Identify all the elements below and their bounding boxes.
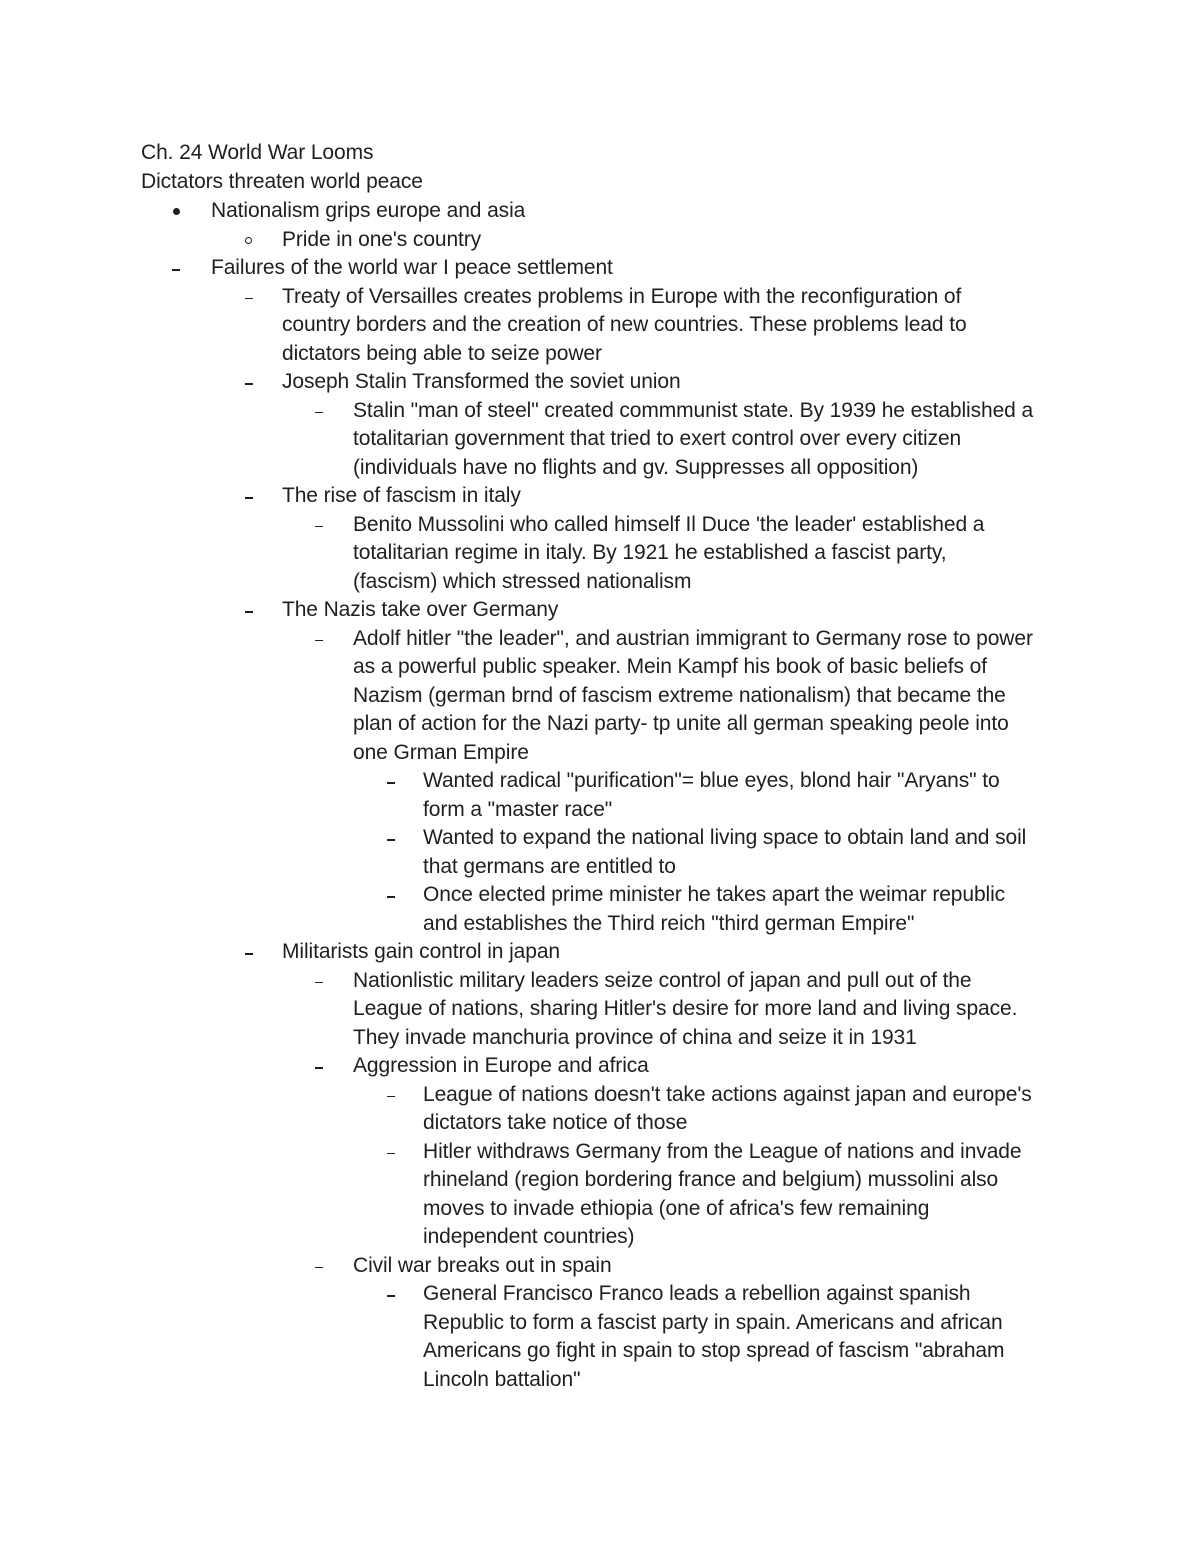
- outline-line-text: Treaty of Versailles creates problems in Europe with the reconfiguration of: [282, 284, 962, 308]
- title-text: Ch. 24 World War Looms: [141, 141, 374, 164]
- outline-line-text: They invade manchuria province of china and seize it in 1931: [353, 1025, 917, 1049]
- outline-line-text: dictators take notice of those: [423, 1111, 688, 1134]
- outline-line-text: Stalin "man of steel" created commmunist state. By 1939 he established a: [353, 398, 1034, 422]
- outline-line-text: independent countries): [423, 1225, 635, 1248]
- outline-line-text: rhineland (region bordering france and belgium) mussolini also: [423, 1168, 999, 1191]
- outline-line-text: form a "master race": [423, 797, 613, 821]
- outline-line-text: Failures of the world war I peace settlement: [211, 256, 613, 279]
- outline-line-text: Militarists gain control in japan: [282, 940, 560, 963]
- outline-line-text: Joseph Stalin Transformed the soviet union: [282, 370, 681, 393]
- outline-line-text: Hitler withdraws Germany from the League of nations and invade: [423, 1139, 1022, 1163]
- outline-line-text: The Nazis take over Germany: [282, 598, 559, 621]
- outline-line-text: totalitarian government that tried to exert control over every citizen: [353, 427, 962, 450]
- outline-line-text: as a powerful public speaker. Mein Kampf his book of basic beliefs of: [353, 655, 987, 678]
- outline-line-text: dictators being able to seize power: [282, 341, 602, 365]
- outline-line-text: Lincoln battalion": [423, 1367, 581, 1391]
- outline-line-text: moves to invade ethiopia (one of africa's few remaining: [423, 1196, 930, 1220]
- outline-line-text: Americans go fight in spain to stop spread of fascism "abraham: [423, 1339, 1005, 1362]
- outline-line-text: League of nations doesn't take actions against japan and europe's: [423, 1082, 1032, 1106]
- outline-line-text: Once elected prime minister he takes apart the weimar republic: [423, 883, 1006, 906]
- outline-line-text: (fascism) which stressed nationalism: [353, 569, 692, 593]
- outline-line-text: Benito Mussolini who called himself Il Duce 'the leader' established a: [353, 512, 985, 536]
- outline-line-text: Republic to form a fascist party in spain. Americans and african: [423, 1310, 1003, 1334]
- outline-line-text: Nationalism grips europe and asia: [211, 199, 526, 222]
- outline-line-text: that germans are entitled to: [423, 854, 676, 878]
- outline-line-text: Pride in one's country: [282, 227, 482, 251]
- outline-line-text: totalitarian regime in italy. By 1921 he established a fascist party,: [353, 541, 947, 564]
- outline-line-text: Nazism (german brnd of fascism extreme nationalism) that became the: [353, 683, 1006, 707]
- outline-line-text: The rise of fascism in italy: [282, 484, 521, 507]
- outline-line-text: Civil war breaks out in spain: [353, 1253, 612, 1277]
- outline-line-text: General Francisco Franco leads a rebellion against spanish: [423, 1282, 971, 1305]
- outline-line-text: Adolf hitler "the leader", and austrian immigrant to Germany rose to power: [353, 626, 1033, 650]
- outline-line-text: Wanted radical "purification"= blue eyes, blond hair "Aryans" to: [423, 769, 1000, 792]
- subtitle-text: Dictators threaten world peace: [141, 170, 423, 193]
- outline-line-text: (individuals have no flights and gv. Suppresses all opposition): [353, 455, 919, 479]
- outline-line-text: Nationlistic military leaders seize control of japan and pull out of the: [353, 968, 972, 992]
- outline-line-text: Aggression in Europe and africa: [353, 1054, 649, 1077]
- outline-line-text: one Grman Empire: [353, 740, 529, 764]
- outline-line-text: League of nations, sharing Hitler's desire for more land and living space.: [353, 997, 1018, 1020]
- outline-line-text: and establishes the Third reich "third german Empire": [423, 911, 915, 935]
- outline-line-text: Wanted to expand the national living space to obtain land and soil: [423, 826, 1027, 849]
- outline-line-text: plan of action for the Nazi party- tp unite all german speaking peole into: [353, 712, 1009, 735]
- outline-line-text: country borders and the creation of new countries. These problems lead to: [282, 313, 967, 336]
